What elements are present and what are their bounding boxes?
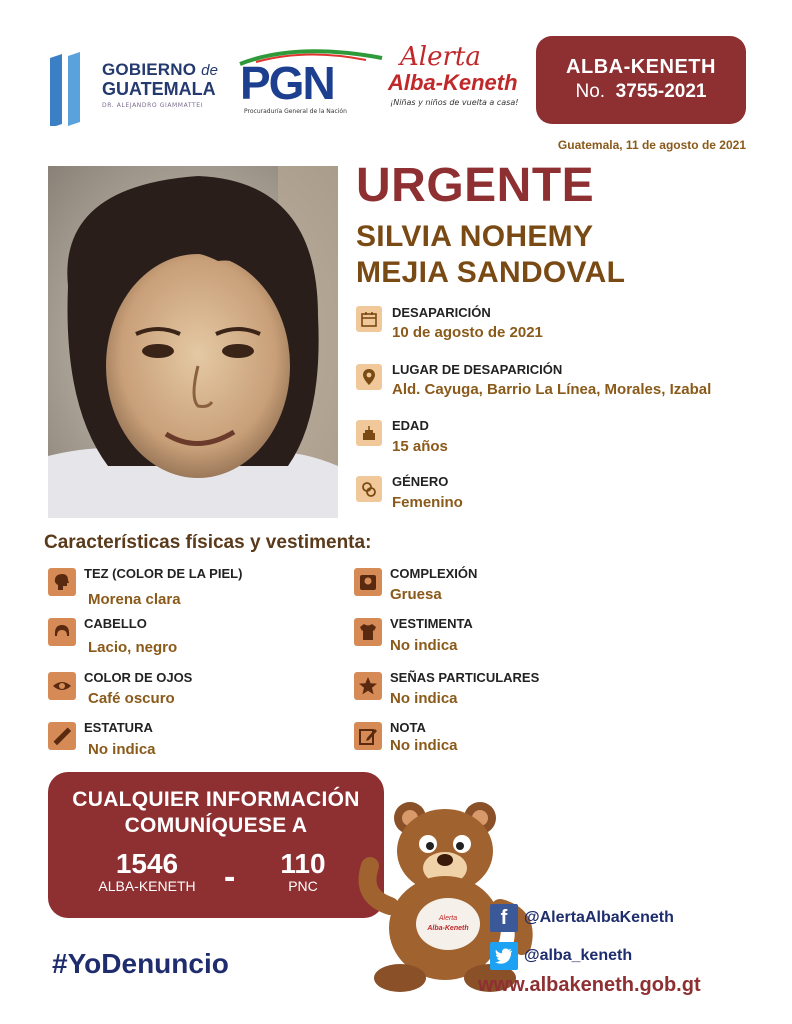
gender-icon — [356, 476, 382, 502]
info-value-desaparicion: 10 de agosto de 2021 — [392, 324, 543, 341]
info-label-edad: EDAD — [392, 418, 429, 433]
pgn-logo-text: PGN — [240, 57, 334, 109]
phone-separator: - — [224, 858, 236, 896]
bear-badge-text: Alerta — [438, 915, 458, 922]
pgn-subtitle: Procuraduría General de la Nación — [244, 108, 347, 115]
char-label-estatura: ESTATURA — [84, 720, 153, 735]
char-value-complexion: Gruesa — [390, 586, 442, 603]
case-number-prefix: No. — [575, 81, 606, 102]
alerta-line2: Alba-Keneth — [388, 70, 518, 95]
case-number-box — [536, 36, 746, 124]
scale-icon — [354, 568, 382, 596]
alerta-tagline: ¡Niñas y niños de vuelta a casa! — [390, 98, 519, 107]
phone2-number: 110 — [280, 848, 326, 879]
phone1-number: 1546 — [115, 848, 179, 879]
gobierno-line3: DR. ALEJANDRO GIAMMATTEI — [102, 102, 204, 109]
phone1-label: ALBA-KENETH — [98, 878, 196, 894]
note-edit-icon — [354, 722, 382, 750]
case-title: ALBA-KENETH — [566, 56, 716, 78]
location-pin-icon — [356, 364, 382, 390]
gobierno-guatemala-logo — [48, 52, 228, 130]
char-value-vestimenta: No indica — [390, 637, 458, 654]
info-value-lugar: Ald. Cayuga, Barrio La Línea, Morales, Izabal — [392, 381, 712, 398]
date-line: Guatemala, 11 de agosto de 2021 — [557, 138, 746, 152]
portrait-image — [48, 166, 338, 518]
contact-line2: COMUNÍQUESE A — [124, 814, 308, 837]
char-value-cabello: Lacio, negro — [88, 639, 178, 656]
phone-alba-keneth[interactable] — [72, 848, 222, 894]
info-label-desaparicion: DESAPARICIÓN — [392, 305, 491, 320]
birthday-cake-icon — [356, 420, 382, 446]
star-icon — [354, 672, 382, 700]
gobierno-line2: GUATEMALA — [102, 79, 216, 99]
info-value-genero: Femenino — [392, 494, 463, 511]
contact-line1: CUALQUIER INFORMACIÓN — [72, 788, 360, 811]
head-profile-icon — [48, 568, 76, 596]
info-label-genero: GÉNERO — [392, 474, 449, 489]
facebook-handle[interactable]: @AlertaAlbaKeneth — [524, 909, 674, 926]
char-label-vestimenta: VESTIMENTA — [390, 616, 473, 631]
char-value-tez: Morena clara — [88, 591, 181, 608]
char-label-cabello: CABELLO — [84, 616, 147, 631]
char-value-ojos: Café oscuro — [88, 690, 175, 707]
info-label-lugar: LUGAR DE DESAPARICIÓN — [392, 362, 563, 377]
char-label-ojos: COLOR DE OJOS — [84, 670, 193, 685]
hair-icon — [48, 618, 76, 646]
contact-box — [48, 772, 384, 918]
characteristics-title: Características físicas y vestimenta: — [44, 532, 372, 553]
urgent-label: URGENTE — [356, 159, 595, 212]
twitter-handle[interactable]: @alba_keneth — [524, 947, 633, 964]
char-value-estatura: No indica — [88, 741, 156, 758]
twitter-icon[interactable] — [490, 942, 518, 970]
case-number: 3755-2021 — [615, 81, 707, 102]
gobierno-line1-suffix: de — [201, 62, 219, 79]
eye-icon — [48, 672, 76, 700]
char-label-tez: TEZ (COLOR DE LA PIEL) — [84, 566, 243, 581]
char-value-nota: No indica — [390, 737, 458, 754]
char-value-senas: No indica — [390, 690, 458, 707]
person-name-line1: SILVIA NOHEMY — [356, 220, 594, 253]
phone2-label: PNC — [288, 878, 318, 894]
bear-badge-text-2: Alba-Keneth — [427, 925, 469, 932]
website-link[interactable]: www.albakeneth.gob.gt — [478, 974, 701, 996]
pgn-logo — [236, 46, 386, 118]
char-label-complexion: COMPLEXIÓN — [390, 566, 478, 581]
gobierno-bars-icon — [48, 52, 92, 126]
ruler-icon — [48, 722, 76, 750]
info-value-edad: 15 años — [392, 438, 448, 455]
person-name-line2: MEJIA SANDOVAL — [356, 256, 626, 289]
calendar-icon — [356, 306, 382, 332]
char-label-senas: SEÑAS PARTICULARES — [390, 670, 540, 685]
char-label-nota: NOTA — [390, 720, 426, 735]
phone-pnc[interactable] — [248, 848, 358, 894]
gobierno-line1: GOBIERNO — [102, 60, 197, 79]
alerta-alba-keneth-logo — [386, 40, 522, 116]
missing-person-photo — [48, 166, 338, 518]
shirt-icon — [354, 618, 382, 646]
facebook-icon[interactable]: f — [490, 904, 518, 932]
hashtag: #YoDenuncio — [52, 948, 229, 979]
alerta-line1: Alerta — [400, 42, 481, 72]
